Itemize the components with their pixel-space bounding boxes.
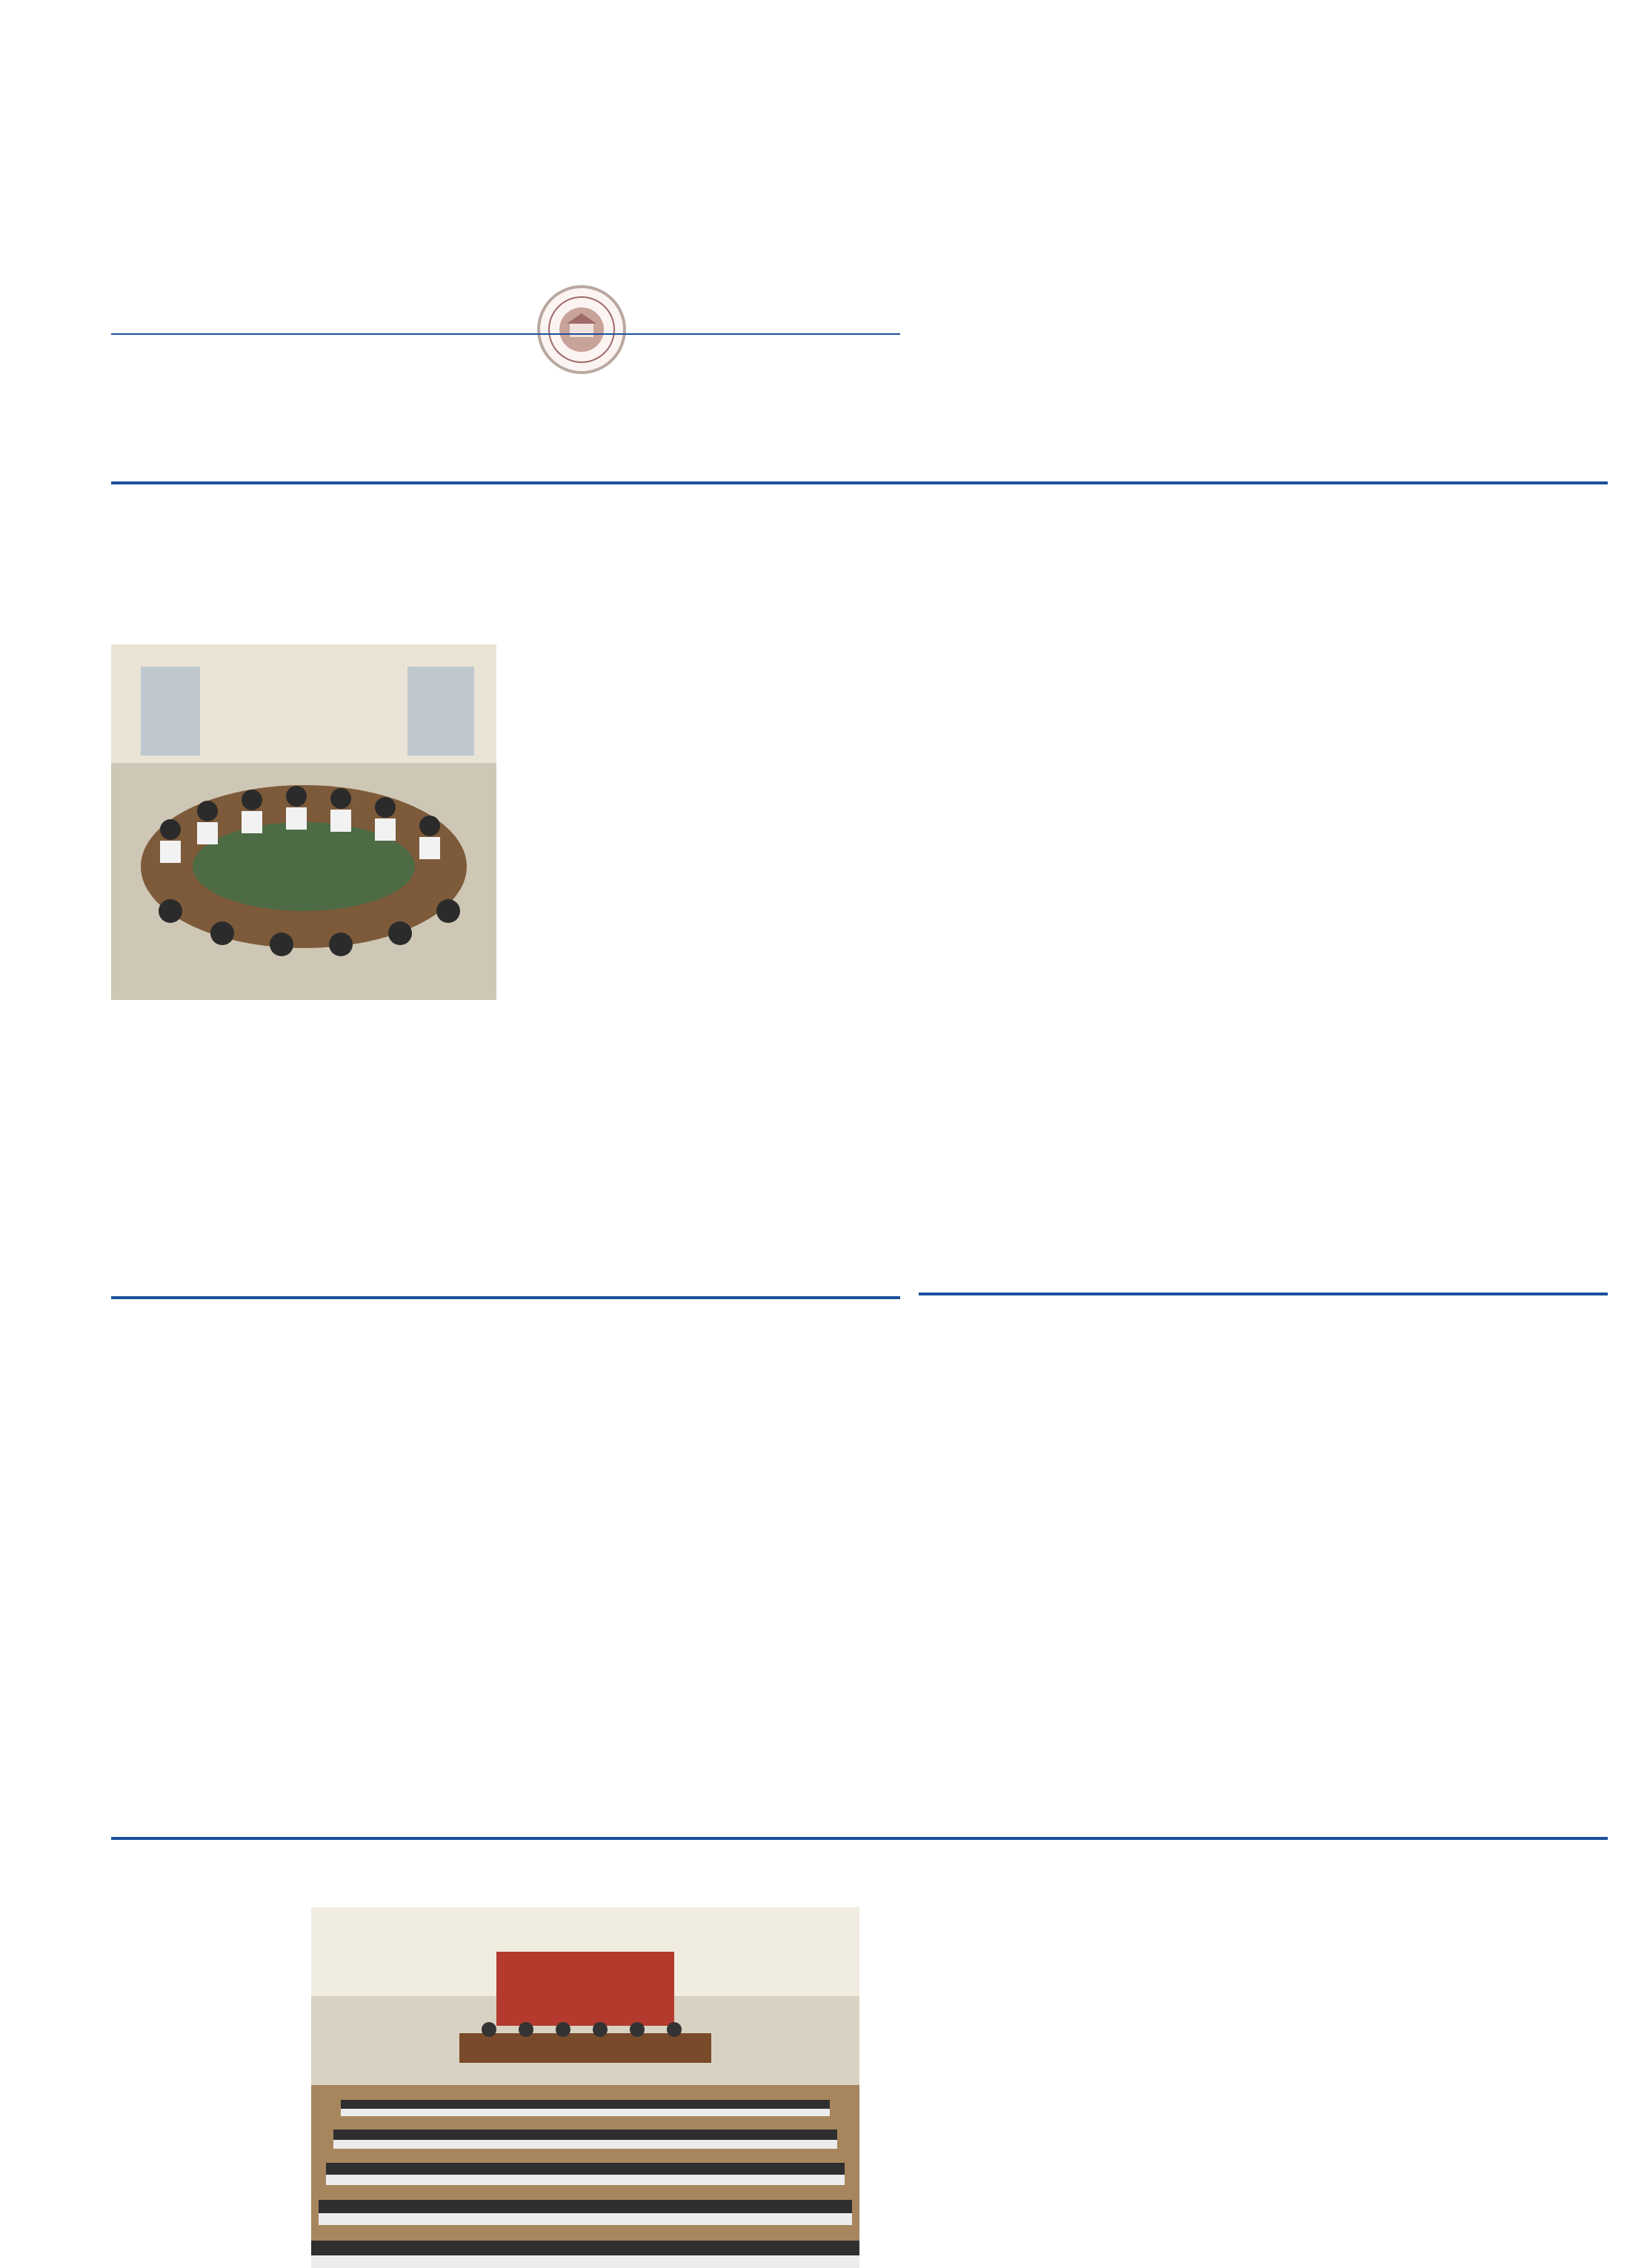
- dangjian-body-col1: [111, 1907, 296, 2268]
- meeting-room-photo: [111, 644, 496, 1000]
- rule-lower: [111, 1837, 1608, 1840]
- masthead-rule: [111, 333, 900, 335]
- fengshan-body-col1: [111, 1378, 296, 1830]
- xuewei-body-col2: [1152, 1411, 1367, 1815]
- dangjian-photo: [311, 1907, 859, 2268]
- zhongxinzu-body-col3: [1385, 563, 1608, 1281]
- zhongxinzu-body-col2: [1152, 563, 1367, 1281]
- fengshan-body-col4: [711, 1378, 900, 1792]
- xuewei-body-col1: [919, 1411, 1134, 1815]
- zhongxinzu-body-col1: [919, 563, 1134, 1281]
- conference-hall-photo: [311, 1907, 859, 2268]
- university-seal-icon: [545, 293, 619, 367]
- fengshan-body-col3: [511, 1378, 696, 1830]
- fengshan-body-col2: [311, 1378, 496, 1830]
- rule-mid-right: [919, 1293, 1608, 1295]
- xuewei-body-col3: [1385, 1411, 1608, 1796]
- rule-top: [111, 481, 1608, 484]
- liangxue-body-col1: [111, 1026, 496, 1270]
- liangxue-body-col2: [519, 644, 704, 1281]
- liangxue-body-col3: [715, 644, 900, 1281]
- masthead-seal: [537, 285, 626, 374]
- liangxue-photo: [111, 644, 496, 1000]
- lead-body: [919, 237, 1608, 467]
- rule-mid-left: [111, 1296, 900, 1299]
- masthead: [111, 70, 926, 426]
